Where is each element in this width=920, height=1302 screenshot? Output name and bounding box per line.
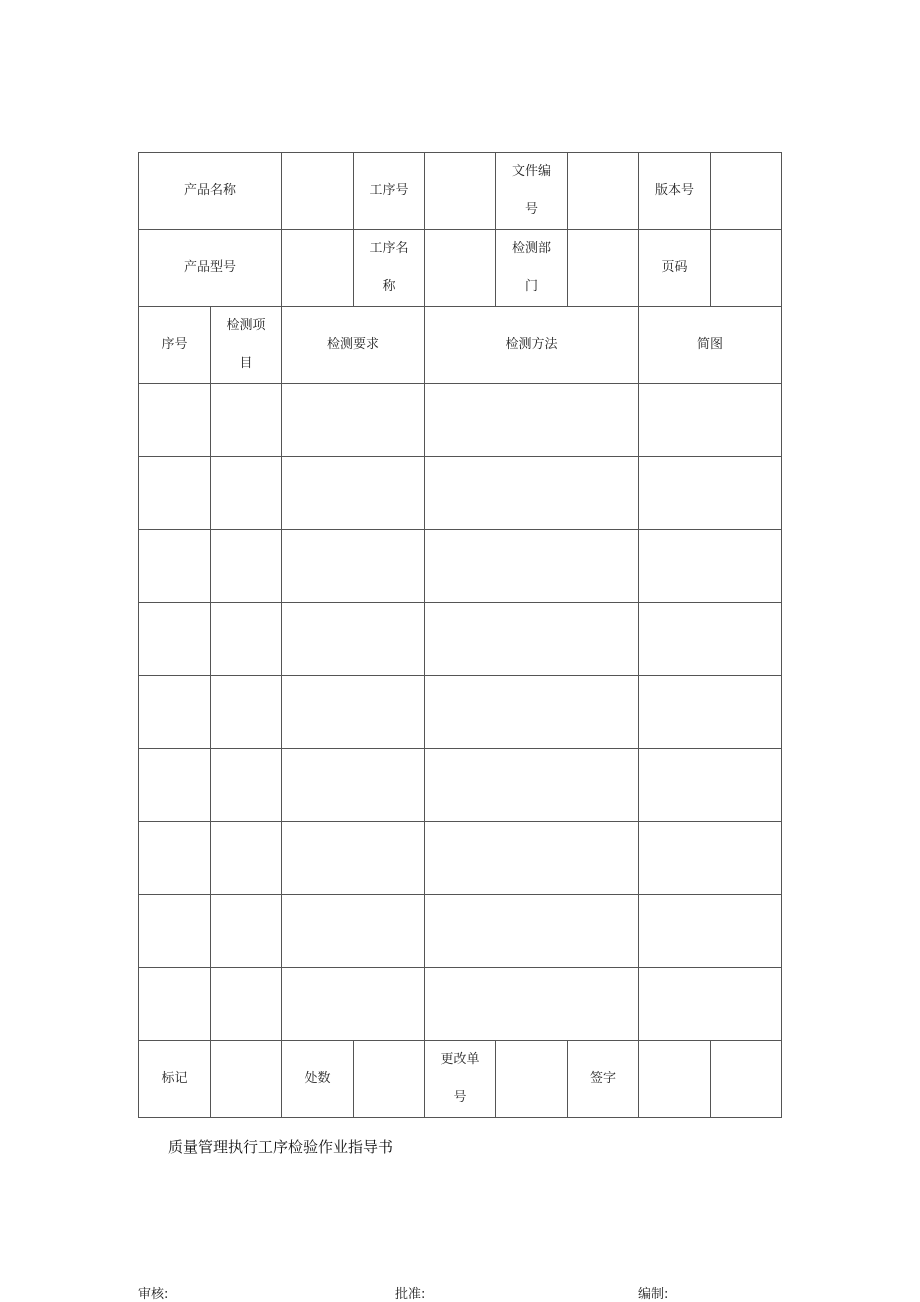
cell-requirement[interactable]: [282, 895, 425, 968]
cell-item[interactable]: [211, 530, 282, 603]
process-name-value[interactable]: [425, 230, 496, 307]
cell-method[interactable]: [425, 676, 639, 749]
cell-requirement[interactable]: [282, 384, 425, 457]
cell-seq[interactable]: [139, 895, 211, 968]
cell-sketch[interactable]: [639, 895, 782, 968]
cell-sketch[interactable]: [639, 822, 782, 895]
cell-sketch[interactable]: [639, 457, 782, 530]
count-label: 处数: [282, 1041, 354, 1118]
process-name-label: 工序名称: [354, 230, 425, 307]
table-row: [139, 530, 782, 603]
cell-sketch[interactable]: [639, 603, 782, 676]
prepare-signature-label: 编制:: [638, 1287, 669, 1302]
col-seq-header: 序号: [139, 307, 211, 384]
cell-seq[interactable]: [139, 822, 211, 895]
inspection-instruction-form: [138, 152, 782, 1118]
cell-method[interactable]: [425, 530, 639, 603]
table-row: [139, 457, 782, 530]
table-row: [139, 749, 782, 822]
count-value[interactable]: [354, 1041, 425, 1118]
column-header-row: [139, 307, 782, 384]
cell-method[interactable]: [425, 895, 639, 968]
version-value[interactable]: [711, 153, 782, 230]
cell-item[interactable]: [211, 895, 282, 968]
cell-item[interactable]: [211, 968, 282, 1041]
version-label: 版本号: [639, 153, 711, 230]
cell-item[interactable]: [211, 749, 282, 822]
col-requirement-header: 检测要求: [282, 307, 425, 384]
header-row-1: [139, 153, 782, 230]
col-method-header: 检测方法: [425, 307, 639, 384]
mark-label: 标记: [139, 1041, 211, 1118]
cell-seq[interactable]: [139, 530, 211, 603]
product-name-label: 产品名称: [139, 153, 282, 230]
process-number-label: 工序号: [354, 153, 425, 230]
cell-sketch[interactable]: [639, 530, 782, 603]
cell-method[interactable]: [425, 822, 639, 895]
signature-label: 签字: [568, 1041, 639, 1118]
cell-sketch[interactable]: [639, 968, 782, 1041]
cell-requirement[interactable]: [282, 530, 425, 603]
product-model-value[interactable]: [282, 230, 354, 307]
table-row: [139, 676, 782, 749]
cell-requirement[interactable]: [282, 822, 425, 895]
cell-seq[interactable]: [139, 968, 211, 1041]
cell-seq[interactable]: [139, 676, 211, 749]
cell-requirement[interactable]: [282, 968, 425, 1041]
change-number-value[interactable]: [496, 1041, 568, 1118]
cell-method[interactable]: [425, 384, 639, 457]
cell-method[interactable]: [425, 603, 639, 676]
table-row: [139, 384, 782, 457]
cell-requirement[interactable]: [282, 457, 425, 530]
header-row-2: [139, 230, 782, 307]
cell-method[interactable]: [425, 749, 639, 822]
cell-item[interactable]: [211, 384, 282, 457]
cell-requirement[interactable]: [282, 749, 425, 822]
cell-seq[interactable]: [139, 749, 211, 822]
inspection-department-label: 检测部门: [496, 230, 568, 307]
signature-extra-value[interactable]: [711, 1041, 782, 1118]
mark-value[interactable]: [211, 1041, 282, 1118]
table-row: [139, 895, 782, 968]
cell-seq[interactable]: [139, 384, 211, 457]
table-row: [139, 968, 782, 1041]
cell-item[interactable]: [211, 822, 282, 895]
cell-item[interactable]: [211, 676, 282, 749]
cell-item[interactable]: [211, 603, 282, 676]
review-signature-label: 审核:: [138, 1287, 169, 1302]
col-item-header: 检测项目: [211, 307, 282, 384]
signature-value[interactable]: [639, 1041, 711, 1118]
table-row: [139, 822, 782, 895]
document-title: 质量管理执行工序检验作业指导书: [168, 1138, 394, 1156]
product-model-label: 产品型号: [139, 230, 282, 307]
cell-requirement[interactable]: [282, 603, 425, 676]
document-number-label: 文件编号: [496, 153, 568, 230]
cell-seq[interactable]: [139, 457, 211, 530]
col-sketch-header: 简图: [639, 307, 782, 384]
cell-method[interactable]: [425, 457, 639, 530]
revision-row: [139, 1041, 782, 1118]
cell-seq[interactable]: [139, 603, 211, 676]
change-number-label: 更改单号: [425, 1041, 496, 1118]
process-number-value[interactable]: [425, 153, 496, 230]
cell-sketch[interactable]: [639, 749, 782, 822]
page-number-label: 页码: [639, 230, 711, 307]
cell-item[interactable]: [211, 457, 282, 530]
cell-sketch[interactable]: [639, 676, 782, 749]
inspection-department-value[interactable]: [568, 230, 639, 307]
approve-signature-label: 批准:: [395, 1287, 426, 1302]
cell-method[interactable]: [425, 968, 639, 1041]
page-number-value[interactable]: [711, 230, 782, 307]
document-number-value[interactable]: [568, 153, 639, 230]
table-row: [139, 603, 782, 676]
cell-sketch[interactable]: [639, 384, 782, 457]
product-name-value[interactable]: [282, 153, 354, 230]
cell-requirement[interactable]: [282, 676, 425, 749]
